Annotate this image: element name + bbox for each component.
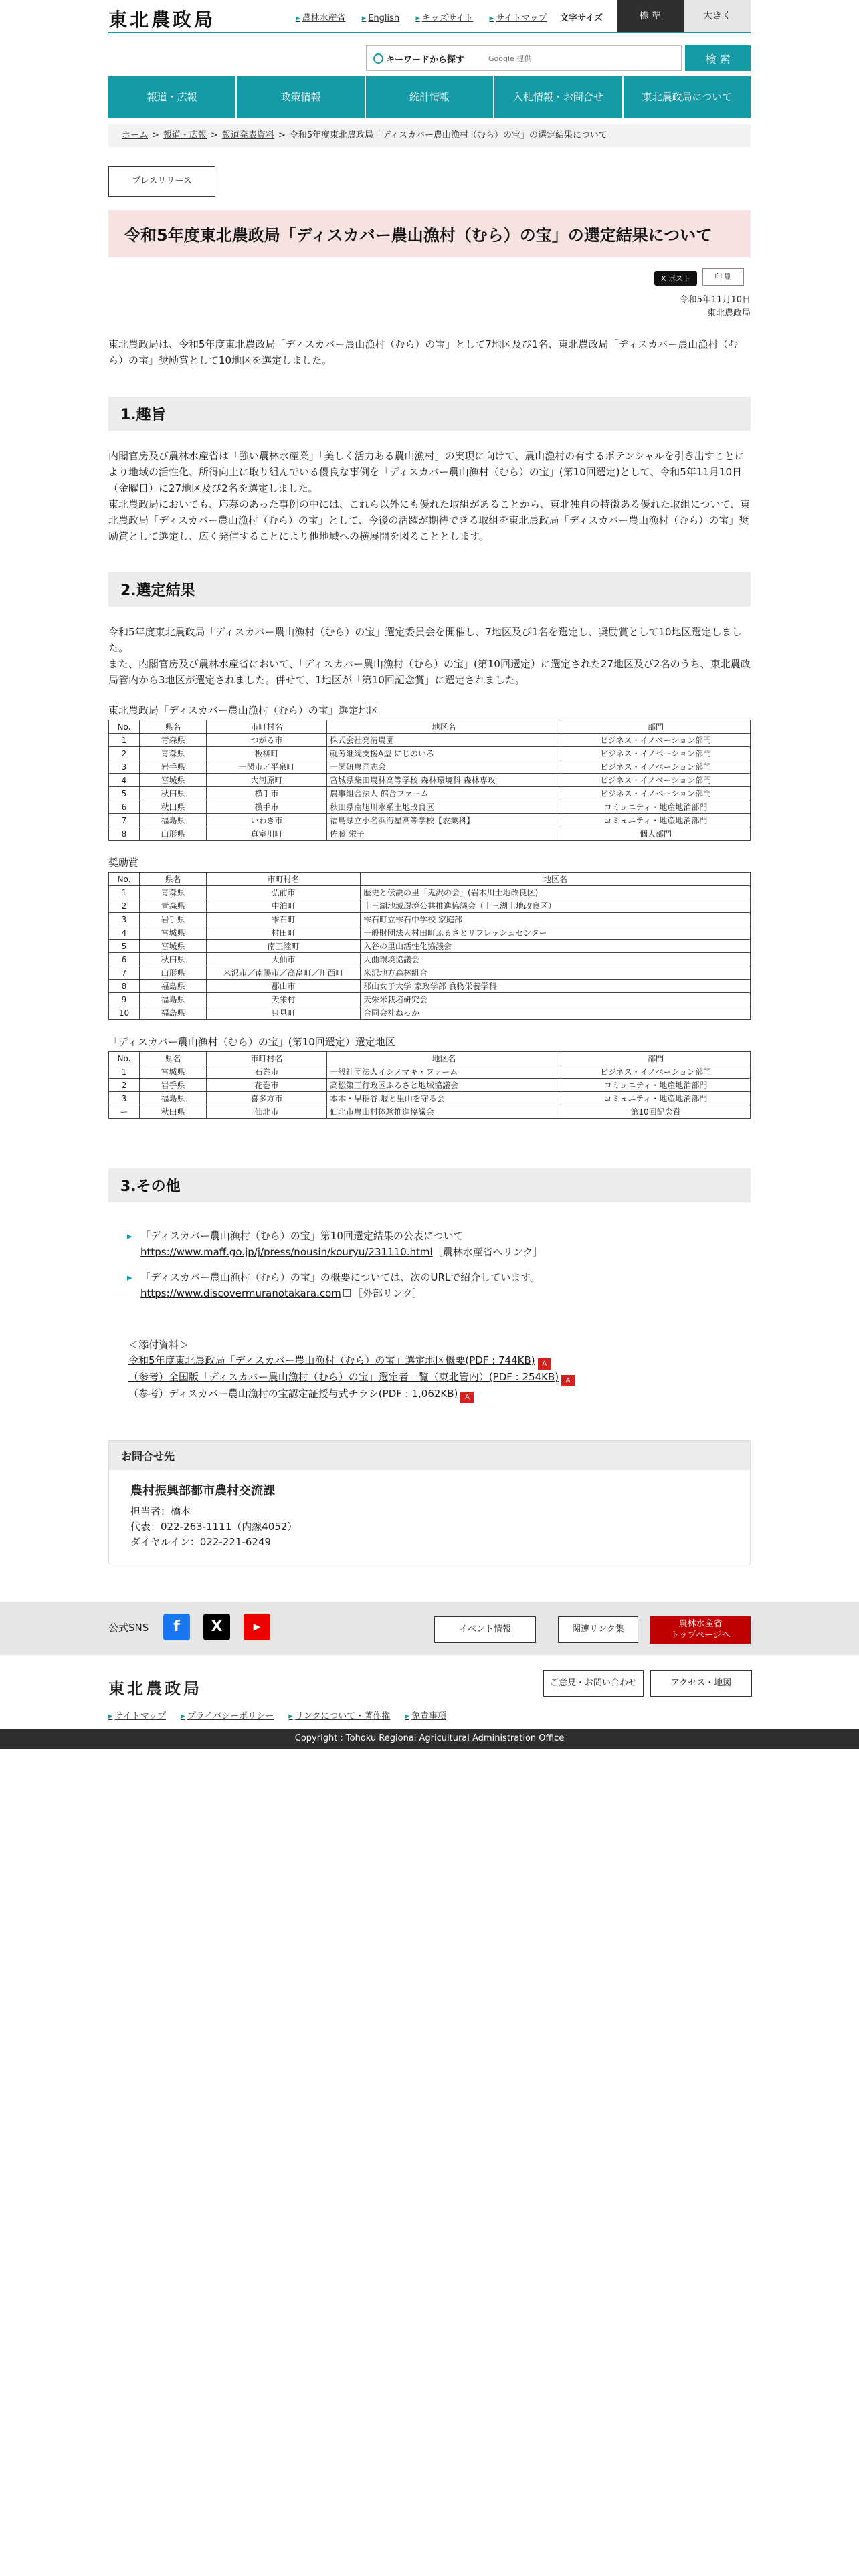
table-cell: 岩手県 (140, 760, 207, 774)
breadcrumb-press[interactable]: 報道・広報 (163, 130, 207, 140)
table-row (109, 1092, 751, 1105)
table-row (109, 734, 751, 747)
table-header: 地区名 (327, 1052, 561, 1065)
table-cell: 3 (109, 760, 140, 774)
attachment-link-flyer[interactable]: （参考）ディスカバー農山漁村の宝認定証授与式チラシ(PDF : 1,062KB) (128, 1388, 458, 1400)
table-row (109, 993, 751, 1006)
table-cell: 中泊町 (207, 899, 361, 913)
section-heading-purpose: 1.趣旨 (108, 397, 751, 431)
table-cell: 宮城県 (140, 774, 207, 787)
encouragement-award-table (108, 872, 751, 1020)
table-cell: 米沢市／南陽市／高畠町／川西町 (207, 966, 361, 980)
attachment-link-overview[interactable]: 令和5年度東北農政局「ディスカバー農山漁村（むら）の宝」選定地区概要(PDF : 744KB) (128, 1354, 535, 1366)
table-cell: 8 (109, 827, 140, 841)
table-cell: 山形県 (140, 827, 207, 841)
table-cell: 4 (109, 926, 140, 940)
table-header: 県名 (140, 873, 207, 886)
table-cell: 本木・早稲谷 堰と里山を守る会 (327, 1092, 561, 1105)
table-cell: 天栄米栽培研究会 (361, 993, 751, 1006)
national-selected-table (108, 1051, 751, 1119)
table-row (109, 787, 751, 800)
table-row (109, 913, 751, 926)
table-row (109, 966, 751, 980)
related-links-button[interactable]: 関連リンク集 (558, 1616, 638, 1643)
table-cell: 秋田県 (140, 800, 207, 814)
nav-item-press[interactable]: 報道・広報 (108, 76, 237, 118)
search-icon (373, 53, 383, 64)
contact-phone: 代表：022-263-1111（内線4052） (130, 1521, 298, 1533)
table-cell: 真室川町 (207, 827, 327, 841)
list-item (127, 1228, 751, 1260)
results-paragraph-1: 令和5年度東北農政局「ディスカバー農山漁村（むら）の宝」選定委員会を開催し、7地区及び1名を選定し、奨励賞として10地区選定しました。 (108, 626, 742, 654)
table-cell: 板柳町 (207, 747, 327, 760)
results-text (108, 624, 751, 688)
table-cell: 第10回記念賞 (561, 1105, 751, 1119)
contact-box (108, 1440, 751, 1564)
table-row (109, 926, 751, 940)
release-date: 令和5年11月10日 (679, 295, 751, 305)
table-header-row (109, 873, 751, 886)
link-description: ▸ 「ディスカバー農山漁村（むら）の宝」の概要については、次のURLで紹介しています。 (140, 1271, 541, 1283)
table-cell: 宮城県 (140, 1065, 207, 1079)
table-cell: 一般財団法人村田町ふるさとリフレッシュセンター (361, 926, 751, 940)
table-cell: 福島県 (140, 993, 207, 1006)
footer-link-sitemap[interactable]: ▸ サイトマップ (108, 1711, 166, 1721)
table-row (109, 827, 751, 841)
table-cell: 米沢地方森林組合 (361, 966, 751, 980)
table-cell: 5 (109, 787, 140, 800)
table-cell: 4 (109, 774, 140, 787)
purpose-paragraph-2: 東北農政局においても、応募のあった事例の中には、これら以外にも優れた取組があることから、東北独自の特徴ある優れた取組について、東北農政局「ディスカバー農山漁村（むら）の宝」として、今後の活躍が期待できる取組を東北農政局「ディスカバー農山漁村（むら）の宝」奨励賞として選定し、広く発信することにより他地域への横展開を図ることとします。 (108, 498, 751, 542)
table-header: 市町村名 (207, 720, 327, 734)
top-bar (108, 0, 751, 33)
contact-heading: お問合せ先 (109, 1441, 750, 1470)
table-cell: 喜多方市 (207, 1092, 327, 1105)
fontsize-label: 文字サイズ (560, 13, 603, 23)
pdf-icon: A (561, 1375, 575, 1386)
nav-item-bidding[interactable]: 入札情報・お問合せ (494, 76, 623, 118)
event-info-button[interactable]: イベント情報 (434, 1616, 536, 1643)
table-cell: 岩手県 (140, 913, 207, 926)
link-note: ［農林水産省へリンク］ (432, 1246, 543, 1258)
table-header-row (109, 720, 751, 734)
youtube-icon[interactable]: ▶ (244, 1614, 270, 1640)
link-english[interactable]: ▸ English (362, 13, 399, 23)
site-logo[interactable]: 東北農政局 (108, 9, 216, 31)
table-header: 地区名 (327, 720, 561, 734)
table-cell: 3 (109, 1092, 140, 1105)
table-cell: 農事組合法人 館合ファーム (327, 787, 561, 800)
maff-top-line1: 農林水産省 (678, 1619, 723, 1629)
table-cell: ビジネス・イノベーション部門 (561, 774, 751, 787)
table-header: 県名 (140, 720, 207, 734)
selected-districts-table (108, 720, 751, 841)
table-cell: 福島県 (140, 980, 207, 993)
release-date-block (108, 294, 751, 320)
nav-item-statistics[interactable]: 統計情報 (366, 76, 494, 118)
table-cell: 秋田県 (140, 787, 207, 800)
table-row (109, 899, 751, 913)
table-cell: 一般社団法人イシノマキ・ファーム (327, 1065, 561, 1079)
table-cell: 1 (109, 1065, 140, 1079)
footer-main (108, 1655, 751, 1729)
table-cell: ー (109, 1105, 140, 1119)
table-cell: 秋田県南旭川水系土地改良区 (327, 800, 561, 814)
footer-sns-bar (0, 1602, 859, 1655)
table-cell: 大仙市 (207, 953, 361, 966)
table-cell: 宮城県柴田農林高等学校 森林環境科 森林専攻 (327, 774, 561, 787)
attachment-item (128, 1370, 751, 1386)
table2-caption: 奨励賞 (108, 857, 139, 869)
table3-caption: 「ディスカバー農山漁村（むら）の宝」(第10回選定）選定地区 (108, 1036, 395, 1048)
table-row (109, 814, 751, 827)
section-heading-results: 2.選定結果 (108, 572, 751, 607)
table-row (109, 1105, 751, 1119)
top-links (296, 11, 561, 23)
search-input[interactable] (487, 49, 670, 67)
table-cell: 大河原町 (207, 774, 327, 787)
table-cell: コミュニティ・地産地消部門 (561, 814, 751, 827)
site-header (108, 0, 751, 147)
table-cell: コミュニティ・地産地消部門 (561, 1092, 751, 1105)
maff-top-button[interactable] (650, 1616, 751, 1644)
table-cell: 只見町 (207, 1006, 361, 1020)
sns-label: 公式SNS (108, 1622, 149, 1634)
breadcrumb-current: 令和5年度東北農政局「ディスカバー農山漁村（むら）の宝」の選定結果について (289, 130, 607, 140)
footer-link-disclaimer[interactable]: ▸ 免責事項 (405, 1711, 446, 1721)
table-cell: 1 (109, 734, 140, 747)
table-cell: 十三湖地域環境公共推進協議会（十三湖土地改良区） (361, 899, 751, 913)
attachment-item (128, 1353, 751, 1370)
table-header: 部門 (561, 720, 751, 734)
purpose-text (108, 448, 751, 544)
table-cell: 宮城県 (140, 940, 207, 953)
table-cell: 南三陸町 (207, 940, 361, 953)
table-header: 市町村名 (207, 1052, 327, 1065)
table-row (109, 774, 751, 787)
maff-top-line2: トップページへ (670, 1630, 731, 1640)
table-cell: つがる市 (207, 734, 327, 747)
table1-caption: 東北農政局「ディスカバー農山漁村（むら）の宝」選定地区 (108, 704, 379, 716)
link-maff[interactable]: ▸ 農林水産省 (296, 13, 346, 23)
link-description: ▸ 「ディスカバー農山漁村（むら）の宝」第10回選定結果の公表について (140, 1230, 464, 1242)
table-row (109, 1006, 751, 1020)
table-cell: 3 (109, 913, 140, 926)
table-cell: 2 (109, 747, 140, 760)
table-row (109, 980, 751, 993)
contact-department: 農村振興部都市農村交流課 (130, 1484, 275, 1498)
pdf-icon: A (460, 1392, 474, 1403)
table-cell: 福島県立小名浜海星高等学校【农業科】 (327, 814, 561, 827)
link-note: ［外部リンク］ (352, 1287, 423, 1299)
link-sitemap[interactable]: ▸ サイトマップ (490, 13, 547, 23)
attachment-item (128, 1386, 751, 1403)
breadcrumb-releases[interactable]: 報道発表資料 (221, 130, 274, 140)
nav-item-about[interactable]: 東北農政局について (624, 76, 751, 118)
table-cell: 9 (109, 993, 140, 1006)
table-cell: 佐藤 栄子 (327, 827, 561, 841)
table-cell: 郡山女子大学 家政学部 食物栄養学科 (361, 980, 751, 993)
table-row (109, 886, 751, 899)
table-cell: 雫石町立雫石中学校 家庭部 (361, 913, 751, 926)
search-box (366, 45, 682, 71)
page-title: 令和5年度東北農政局「ディスカバー農山漁村（むら）の宝」の選定結果について (108, 210, 751, 257)
fontsize-large-button[interactable]: 大きく (684, 0, 751, 32)
table-cell: 岩手県 (140, 1079, 207, 1092)
table-cell: 一関市／平泉町 (207, 760, 327, 774)
table-cell: 福島県 (140, 814, 207, 827)
footer-logo[interactable]: 東北農政局 (108, 1679, 202, 1698)
table-cell: コミュニティ・地産地消部門 (561, 800, 751, 814)
table-cell: ビジネス・イノベーション部門 (561, 747, 751, 760)
table-cell: コミュニティ・地産地消部門 (561, 1079, 751, 1092)
search-label (373, 52, 464, 65)
table-cell: 横手市 (207, 787, 327, 800)
table-header: 市町村名 (207, 873, 361, 886)
table-cell: 高松第三行政区ふるさと地域協議会 (327, 1079, 561, 1092)
breadcrumb-home[interactable]: ホーム (122, 130, 149, 140)
table-header: 地区名 (361, 873, 751, 886)
list-item (127, 1269, 751, 1301)
table-header-row (109, 1052, 751, 1065)
copyright-bar: Copyright : Tohoku Regional Agricultural Administration Office (0, 1729, 859, 1749)
attachments (108, 1337, 751, 1403)
table-cell: 青森県 (140, 899, 207, 913)
attachments-label: ＜添付資料＞ (128, 1339, 189, 1351)
table-cell: 青森県 (140, 734, 207, 747)
table-cell: 歴史と伝説の里「鬼沢の会」(岩木川土地改良区) (361, 886, 751, 899)
table-cell: 大曲環境協議会 (361, 953, 751, 966)
fontsize-standard-button[interactable]: 標 準 (617, 0, 684, 32)
purpose-paragraph-1: 内閣官房及び農林水産省は「強い農林水産業」「美しく活力ある農山漁村」の実現に向けて、農山漁村の有するポテンシャルを引き出すことにより地域の活性化、所得向上に取り組んでいる優良な事例を「ディスカバー農山漁村（むら）の宝」(第10回選定)として、令和5年11月10日（金曜日）に27地区及び2名を選定しました。 (108, 450, 745, 494)
press-release-tag: プレスリリース (108, 166, 215, 197)
table-cell: 一関研農同志会 (327, 760, 561, 774)
table-row (109, 953, 751, 966)
table-cell: 仙北市 (207, 1105, 327, 1119)
footer-sns-inner (108, 1602, 751, 1655)
attachment-link-national-list[interactable]: （参考）全国版「ディスカバー農山漁村（むら）の宝」選定者一覧（東北管内）(PDF : 254KB) (128, 1371, 559, 1383)
table-cell: ビジネス・イノベーション部門 (561, 734, 751, 747)
table-cell: 花巻市 (207, 1079, 327, 1092)
section-heading-other: 3.その他 (108, 1168, 751, 1202)
table-cell: ビジネス・イノベーション部門 (561, 787, 751, 800)
table-cell: 7 (109, 814, 140, 827)
table-row (109, 1065, 751, 1079)
external-link-icon (343, 1289, 351, 1297)
table-header: 県名 (140, 1052, 207, 1065)
results-paragraph-2: また、内閣官房及び農林水産省において、「ディスカバー農山漁村（むら）の宝」(第10回選定）に選定された27地区及び2名のうち、東北農政局管内から3地区が選定されました。併せて、1地区が「第10回記念賞」に選定されました。 (108, 658, 751, 686)
table-header: 部門 (561, 1052, 751, 1065)
opinion-button[interactable]: ご意見・お問い合わせ (543, 1670, 644, 1697)
table-cell: いわき市 (207, 814, 327, 827)
table-cell: 青森県 (140, 886, 207, 899)
search-button[interactable]: 検 索 (685, 45, 751, 71)
other-links (108, 1228, 751, 1301)
table-cell: 10 (109, 1006, 140, 1020)
table-header: No. (109, 873, 140, 886)
footer-link-copyright[interactable]: ▸ リンクについて・著作権 (288, 1711, 390, 1721)
table-cell: 6 (109, 800, 140, 814)
table-cell: 秋田県 (140, 953, 207, 966)
facebook-icon[interactable]: f (163, 1614, 190, 1640)
table-cell: 福島県 (140, 1006, 207, 1020)
print-button[interactable]: 印 刷 (702, 268, 744, 286)
table-cell: 青森県 (140, 747, 207, 760)
table-cell: 郡山市 (207, 980, 361, 993)
table-cell: 1 (109, 886, 140, 899)
maff-press-link[interactable]: https://www.maff.go.jp/j/press/nousin/kouryu/231110.html (140, 1246, 433, 1258)
discover-muranotakara-link[interactable]: https://www.discovermuranotakara.com (140, 1287, 341, 1299)
table-row (109, 760, 751, 774)
share-bar (108, 268, 751, 288)
table-cell: 株式会社亮清農園 (327, 734, 561, 747)
table-cell: ビジネス・イノベーション部門 (561, 1065, 751, 1079)
table-cell: 秋田県 (140, 1105, 207, 1119)
table-cell: 石巻市 (207, 1065, 327, 1079)
table-row (109, 747, 751, 760)
pdf-icon: A (538, 1358, 551, 1370)
table-row (109, 940, 751, 953)
table-cell: 7 (109, 966, 140, 980)
x-post-button[interactable]: X ポスト (654, 271, 697, 286)
table-cell: 宮城県 (140, 926, 207, 940)
lead-text: 東北農政局は、令和5年度東北農政局「ディスカバー農山漁村（むら）の宝」として7地区及び1名、東北農政局「ディスカバー農山漁村（むら）の宝」奨励賞として10地区を選定しました。 (108, 338, 739, 366)
breadcrumb: ホーム > 報道・広報 > 報道発表資料 > 令和5年度東北農政局「ディスカバー農山漁村（むら）の宝」の選定結果について (108, 124, 751, 147)
table-cell: 就労継続支援A型 にじのいろ (327, 747, 561, 760)
x-icon[interactable]: X (203, 1614, 230, 1640)
table-cell: 仙北市農山村体験推進協議会 (327, 1105, 561, 1119)
contact-dial-in: ダイヤルイン：022-221-6249 (130, 1536, 272, 1548)
access-map-button[interactable]: アクセス・地図 (650, 1670, 752, 1697)
table-cell: 弘前市 (207, 886, 361, 899)
table-cell: 個人部門 (561, 827, 751, 841)
table-cell: 2 (109, 1079, 140, 1092)
table-cell: 村田町 (207, 926, 361, 940)
release-org: 東北農政局 (706, 308, 751, 318)
table-cell: 福島県 (140, 1092, 207, 1105)
main-content (108, 166, 751, 1564)
table-row (109, 1079, 751, 1092)
table-cell: 5 (109, 940, 140, 953)
table-cell: 6 (109, 953, 140, 966)
search-row (108, 33, 751, 74)
table-cell: 8 (109, 980, 140, 993)
table-cell: 2 (109, 899, 140, 913)
table-row (109, 800, 751, 814)
table-cell: 天栄村 (207, 993, 361, 1006)
table-cell: ビジネス・イノベーション部門 (561, 760, 751, 774)
table-cell: 山形県 (140, 966, 207, 980)
contact-body (109, 1470, 750, 1564)
table-cell: 雫石町 (207, 913, 361, 926)
table-cell: 合同会社ねっか (361, 1006, 751, 1020)
nav-item-policy[interactable]: 政策情報 (237, 76, 365, 118)
link-kids[interactable]: ▸ キッズサイト (415, 13, 473, 23)
contact-person: 担当者：橋本 (130, 1505, 191, 1517)
footer-links (108, 1709, 458, 1721)
table-header: No. (109, 720, 140, 734)
global-nav (108, 76, 751, 118)
table-cell: 横手市 (207, 800, 327, 814)
table-cell: 入谷の里山活性化協議会 (361, 940, 751, 953)
table-header: No. (109, 1052, 140, 1065)
search-label-text: キーワードから探す (386, 55, 465, 65)
footer-link-privacy[interactable]: ▸ プライバシーポリシー (181, 1711, 274, 1721)
